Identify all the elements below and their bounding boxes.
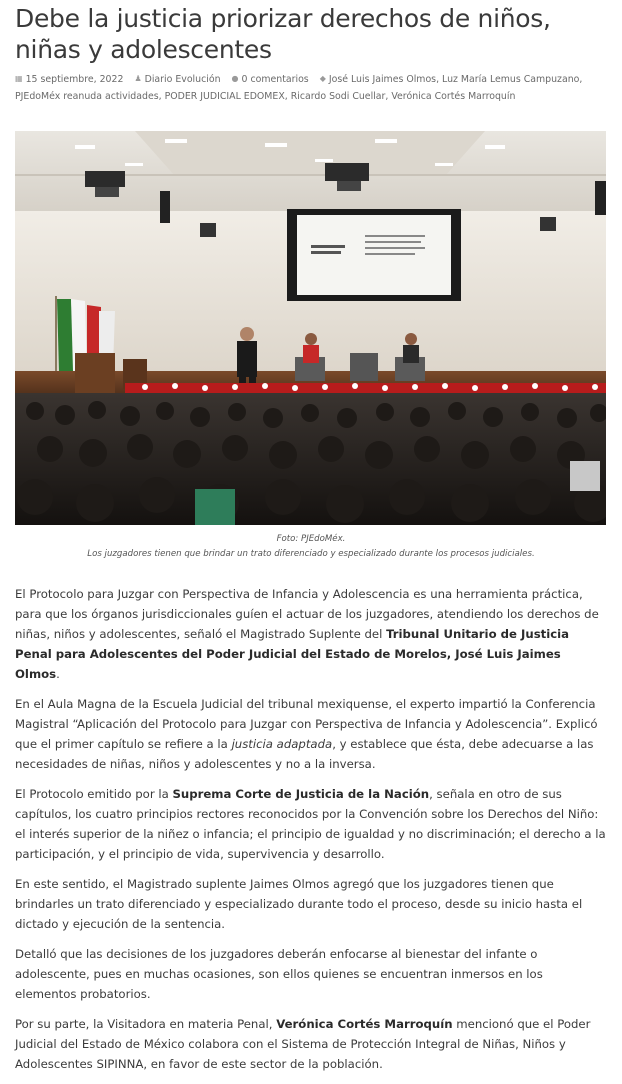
paragraph: En el Aula Magna de la Escuela Judicial del tribunal mexiquense, el experto impartió la Conferencia Magistral “Aplicación del Protocolo para Juzgar con Perspectiva de Infancia y Adolescencia”. Explicó que el primer capítulo se refiere a la justicia adaptada, y establece que ésta, debe adecuarse a las necesidades de niñas, niños y adolescentes y no a la inversa.	[15, 697, 598, 771]
tag-link[interactable]: Ricardo Sodi Cuellar	[290, 91, 386, 102]
tag-link[interactable]: PODER JUDICIAL EDOMEX	[164, 91, 285, 102]
article-title: Debe la justicia priorizar derechos de niños, niñas y adolescentes	[15, 4, 551, 64]
tag-link[interactable]: José Luis Jaimes Olmos	[328, 74, 437, 85]
photo-caption	[15, 532, 607, 562]
calendar-icon: ▦	[15, 74, 23, 83]
tag-icon: ◆	[319, 74, 326, 83]
caption-text: Los juzgadores tienen que brindar un trato diferenciado y especializado durante los procesos judiciales.	[87, 549, 535, 559]
bold-text: Tribunal Unitario de Justicia Penal para Adolescentes del Poder Judicial del Estado de Morelos, José Luis Jaimes Olmos	[15, 627, 570, 681]
post-date: 15 septiembre, 2022	[25, 74, 124, 85]
paragraph: El Protocolo para Juzgar con Perspectiva de Infancia y Adolescencia es una herramienta práctica, para que los órganos jurisdiccionales guíen el actuar de los juzgadores, atendiendo los derechos de niñas, niños y adolescentes, señaló el Magistrado Suplente del Tribunal Unitario de Justicia Penal para Adolescentes del Poder Judicial del Estado de Morelos, José Luis Jaimes Olmos.	[15, 587, 599, 681]
tag-link[interactable]: Verónica Cortés Marroquín	[391, 91, 516, 102]
bold-text: Suprema Corte de Justicia de la Nación	[172, 787, 430, 801]
tag-link[interactable]: PJEdoMéx reanuda actividades	[15, 91, 159, 102]
photo-credit: Foto: PJEdoMéx.	[276, 534, 346, 544]
auditorium-photo	[15, 131, 606, 525]
paragraph: Por su parte, la Visitadora en materia Penal, Verónica Cortés Marroquín mencionó que el Poder Judicial del Estado de México colabora con el Sistema de Protección Integral de Niñas, Niños y Adolescentes SIPINNA, en favor de este sector de la población.	[15, 1017, 591, 1071]
post-meta: ▦ 15 septiembre, 2022 ♟ Diario Evolución ● 0 comentarios ◆ José Luis Jaimes Olmos, Luz María Lemus Campuzano, PJEdoMéx reanuda actividades, PODER JUDICIAL EDOMEX, Ricardo Sodi Cuellar, Verónica Cortés Marroquín	[15, 71, 607, 105]
post-comments[interactable]: 0 comentarios	[241, 74, 309, 85]
user-icon: ♟	[134, 74, 142, 83]
paragraph: El Protocolo emitido por la Suprema Corte de Justicia de la Nación, señala en otro de sus capítulos, los cuatro principios rectores reconocidos por la Convención sobre los Derechos del Niño: el interés superior de la niñez o infancia; el principio de igualdad y no discriminación; el derecho a la participación, y el principio de vida, supervivencia y desarrollo.	[15, 787, 606, 861]
post-author[interactable]: Diario Evolución	[144, 74, 221, 85]
bold-text: Verónica Cortés Marroquín	[276, 1017, 453, 1031]
article-body	[15, 584, 607, 1074]
italic-text: justicia adaptada	[231, 737, 333, 751]
paragraph: En este sentido, el Magistrado suplente Jaimes Olmos agregó que los juzgadores tienen que brindarles un trato diferenciado y especializado durante todo el proceso, desde su inicio hasta el dictado y ejecución de la sentencia.	[15, 877, 583, 931]
paragraph: Detalló que las decisiones de los juzgadores deberán enfocarse al bienestar del infante o adolescente, pues en muchas ocasiones, son ellos quienes se encuentran inmersos en los elementos probatorios.	[15, 947, 543, 1001]
comment-icon: ●	[231, 74, 239, 83]
featured-photo	[15, 131, 606, 525]
tag-link[interactable]: Luz María Lemus Campuzano	[442, 74, 580, 85]
article	[15, 0, 607, 1084]
